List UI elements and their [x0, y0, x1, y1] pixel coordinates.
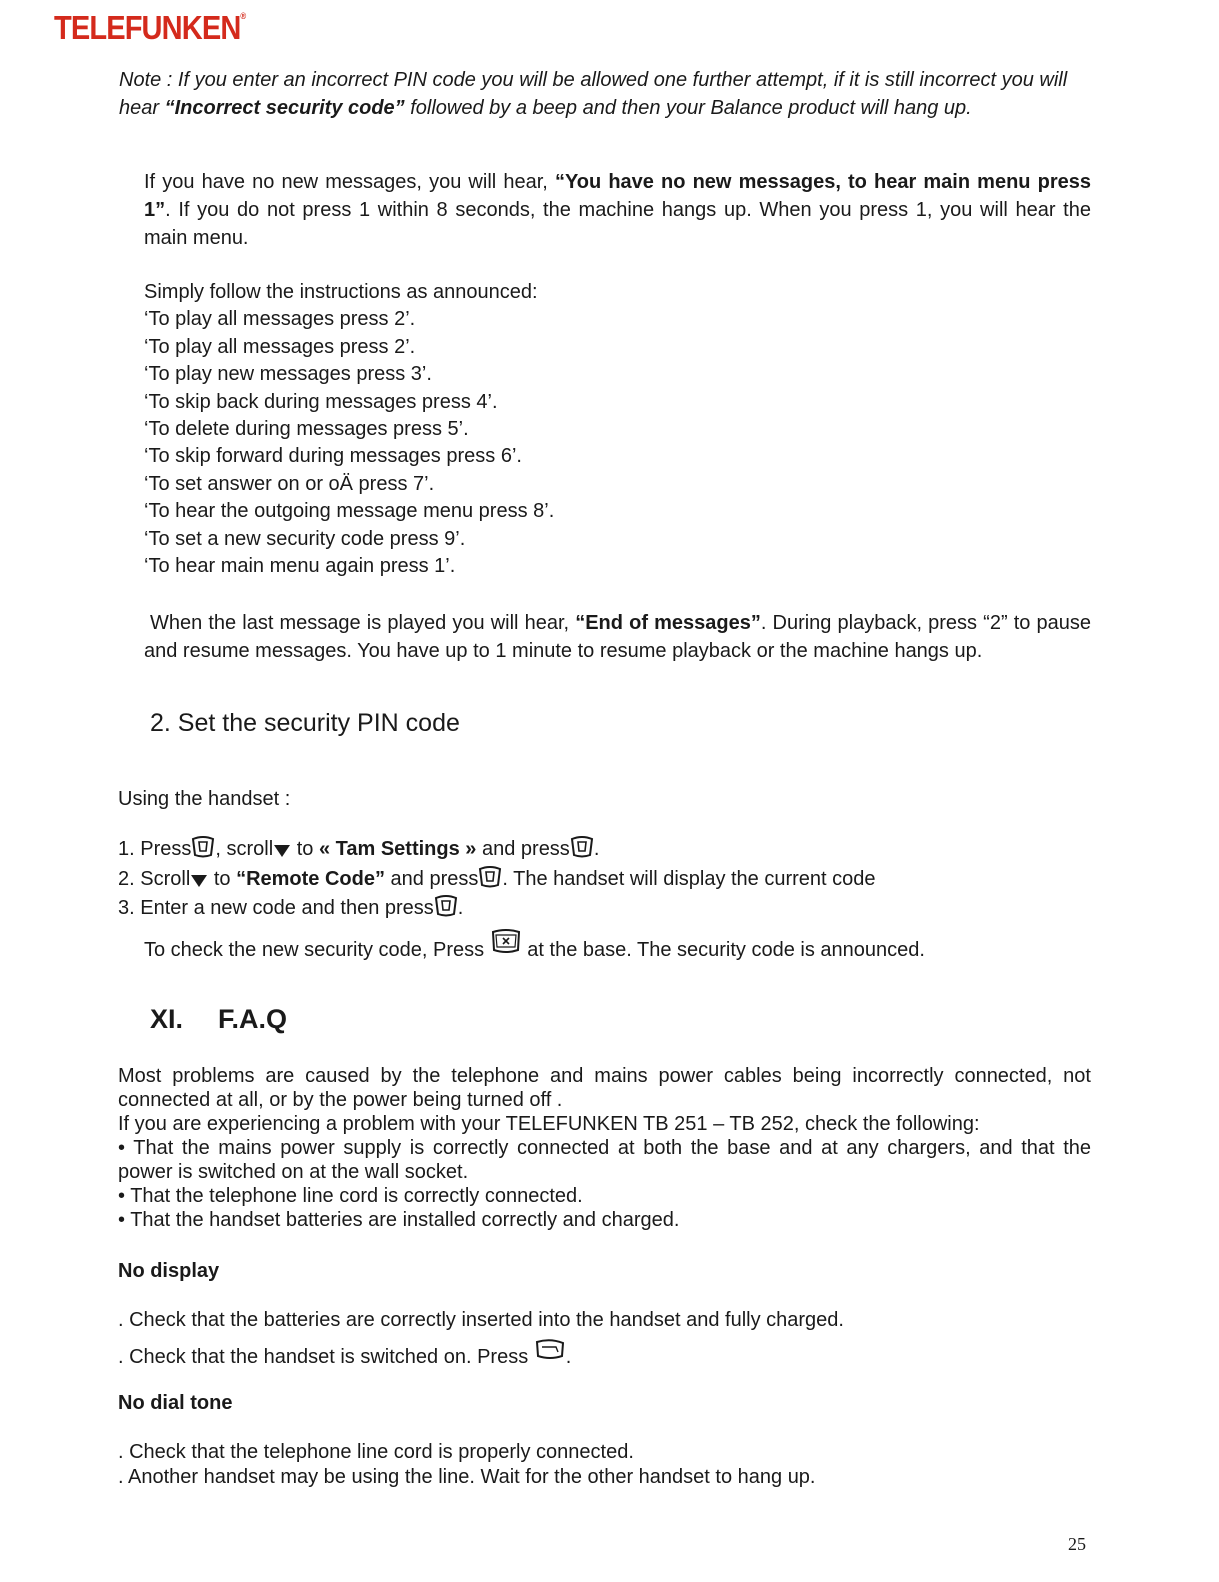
- playback-paragraph: [144, 609, 1091, 665]
- step-text: and press: [476, 838, 570, 860]
- step-number: 2.: [118, 867, 135, 890]
- note-text-end: followed by a beep and then your Balance product will hang up.: [404, 97, 972, 119]
- menu-item: ‘To set answer on or oÄ press 7’.: [144, 472, 435, 495]
- menu-ok-key-icon: [478, 866, 502, 888]
- step-1: [118, 835, 876, 865]
- step-text: .: [593, 838, 600, 860]
- faq-intro-text: Most problems are caused by the telephone and mains power cables being incorrectly connected, not connected at all, or by the power being turned off .: [118, 1065, 1091, 1111]
- steps-list: [118, 835, 876, 924]
- down-arrow-icon: [273, 844, 291, 858]
- no-dial-tone-check-2: . Another handset may be using the line. Wait for the other handset to hang up.: [118, 1466, 816, 1488]
- step-bold: “Remote Code”: [236, 867, 385, 890]
- menu-ok-key-icon: [570, 836, 594, 858]
- base-play-key-icon: [490, 929, 522, 955]
- using-handset-label: Using the handset :: [118, 788, 291, 810]
- menu-instructions: [144, 279, 1044, 580]
- menu-item: ‘To set a new security code press 9’.: [144, 527, 466, 550]
- menu-item: ‘To hear the outgoing message menu press 8’.: [144, 500, 555, 523]
- no-display-heading: No display: [118, 1260, 220, 1282]
- faq-heading: [150, 1004, 287, 1035]
- handset-power-key-icon: [534, 1339, 566, 1361]
- no-display-check-1: . Check that the batteries are correctly inserted into the handset and fully charged.: [118, 1309, 844, 1331]
- down-arrow-icon: [190, 874, 208, 888]
- no-messages-paragraph: [144, 168, 1091, 252]
- step-bold: « Tam Settings »: [318, 838, 477, 860]
- logo-registered-mark: ®: [240, 11, 247, 21]
- check-code-line: [144, 929, 925, 962]
- faq-line: If you are experiencing a problem with your TELEFUNKEN TB 251 – TB 252, check the following:: [118, 1113, 980, 1135]
- note-text: Note : If you enter an incorrect PIN code you will be allowed one further attempt, if it is still incorrect you will hear: [119, 69, 1068, 119]
- playback-bold: “End of messages”: [575, 612, 761, 634]
- menu-ok-key-icon: [434, 895, 458, 917]
- faq-bullet: • That the telephone line cord is correctly connected.: [118, 1185, 583, 1207]
- logo-text: TELEFUNKEN: [54, 9, 241, 46]
- menu-item: ‘To play new messages press 3’.: [144, 363, 432, 386]
- no-display-check-2: [118, 1339, 571, 1369]
- step-text: Enter a new code and then press: [140, 897, 434, 919]
- playback-text-end: . During playback, press “2” to pause and resume messages. You have up to 1 minute to resume playback or the machine hangs up.: [144, 612, 1092, 662]
- step-number: 3.: [118, 897, 135, 919]
- step-3: [118, 894, 876, 924]
- telefunken-logo: [54, 9, 246, 47]
- menu-item: ‘To hear main menu again press 1’.: [144, 555, 456, 578]
- faq-bullet: • That the mains power supply is correctly connected at both the base and at any chargers, and that the power is switched on at the wall socket.: [118, 1137, 1091, 1183]
- note-bold: “Incorrect security code”: [164, 97, 405, 119]
- faq-title: F.A.Q: [218, 1004, 288, 1034]
- faq-intro: [118, 1064, 1091, 1232]
- step-text: and press: [384, 867, 479, 890]
- menu-lead: Simply follow the instructions as announced:: [144, 281, 538, 303]
- step-2: [118, 865, 876, 895]
- faq-bullet: • That the handset batteries are installed correctly and charged.: [118, 1209, 680, 1231]
- check-text: To check the new security code, Press: [144, 939, 490, 961]
- step-number: 1.: [118, 838, 135, 860]
- no-dial-tone-heading: No dial tone: [118, 1392, 233, 1414]
- step-text: .: [457, 897, 464, 919]
- step-text: to: [291, 838, 319, 860]
- menu-item: ‘To skip forward during messages press 6’.: [144, 445, 522, 468]
- playback-text: When the last message is played you will hear,: [150, 612, 576, 634]
- step-text: Press: [140, 838, 192, 860]
- menu-ok-key-icon: [191, 836, 215, 858]
- menu-item: ‘To play all messages press 2’.: [144, 335, 416, 358]
- no-dial-tone-check-1: . Check that the telephone line cord is properly connected.: [118, 1441, 634, 1463]
- no-display-text-end: .: [565, 1346, 572, 1368]
- pin-note: [119, 66, 1094, 122]
- intro-text-end: . If you do not press 1 within 8 seconds, the machine hangs up. When you press 1, you will hear the main menu.: [144, 199, 1091, 249]
- step-text: to: [208, 867, 237, 890]
- step-text: Scroll: [140, 867, 191, 890]
- menu-item: ‘To play all messages press 2’.: [144, 308, 416, 331]
- intro-text: If you have no new messages, you will hear,: [144, 171, 555, 193]
- faq-number: XI.: [150, 1004, 184, 1034]
- step-text: , scroll: [215, 838, 274, 860]
- check-text-end: at the base. The security code is announced.: [521, 939, 925, 961]
- step-text: . The handset will display the current code: [502, 867, 876, 890]
- page-number: 25: [1068, 1534, 1086, 1554]
- menu-item: ‘To skip back during messages press 4’.: [144, 390, 498, 413]
- intro-bold: “You have no new messages, to hear main menu press 1”: [144, 171, 1091, 221]
- section-heading-pin: 2. Set the security PIN code: [150, 709, 460, 737]
- no-display-text: . Check that the handset is switched on. Press: [118, 1346, 534, 1368]
- menu-item: ‘To delete during messages press 5’.: [144, 418, 469, 441]
